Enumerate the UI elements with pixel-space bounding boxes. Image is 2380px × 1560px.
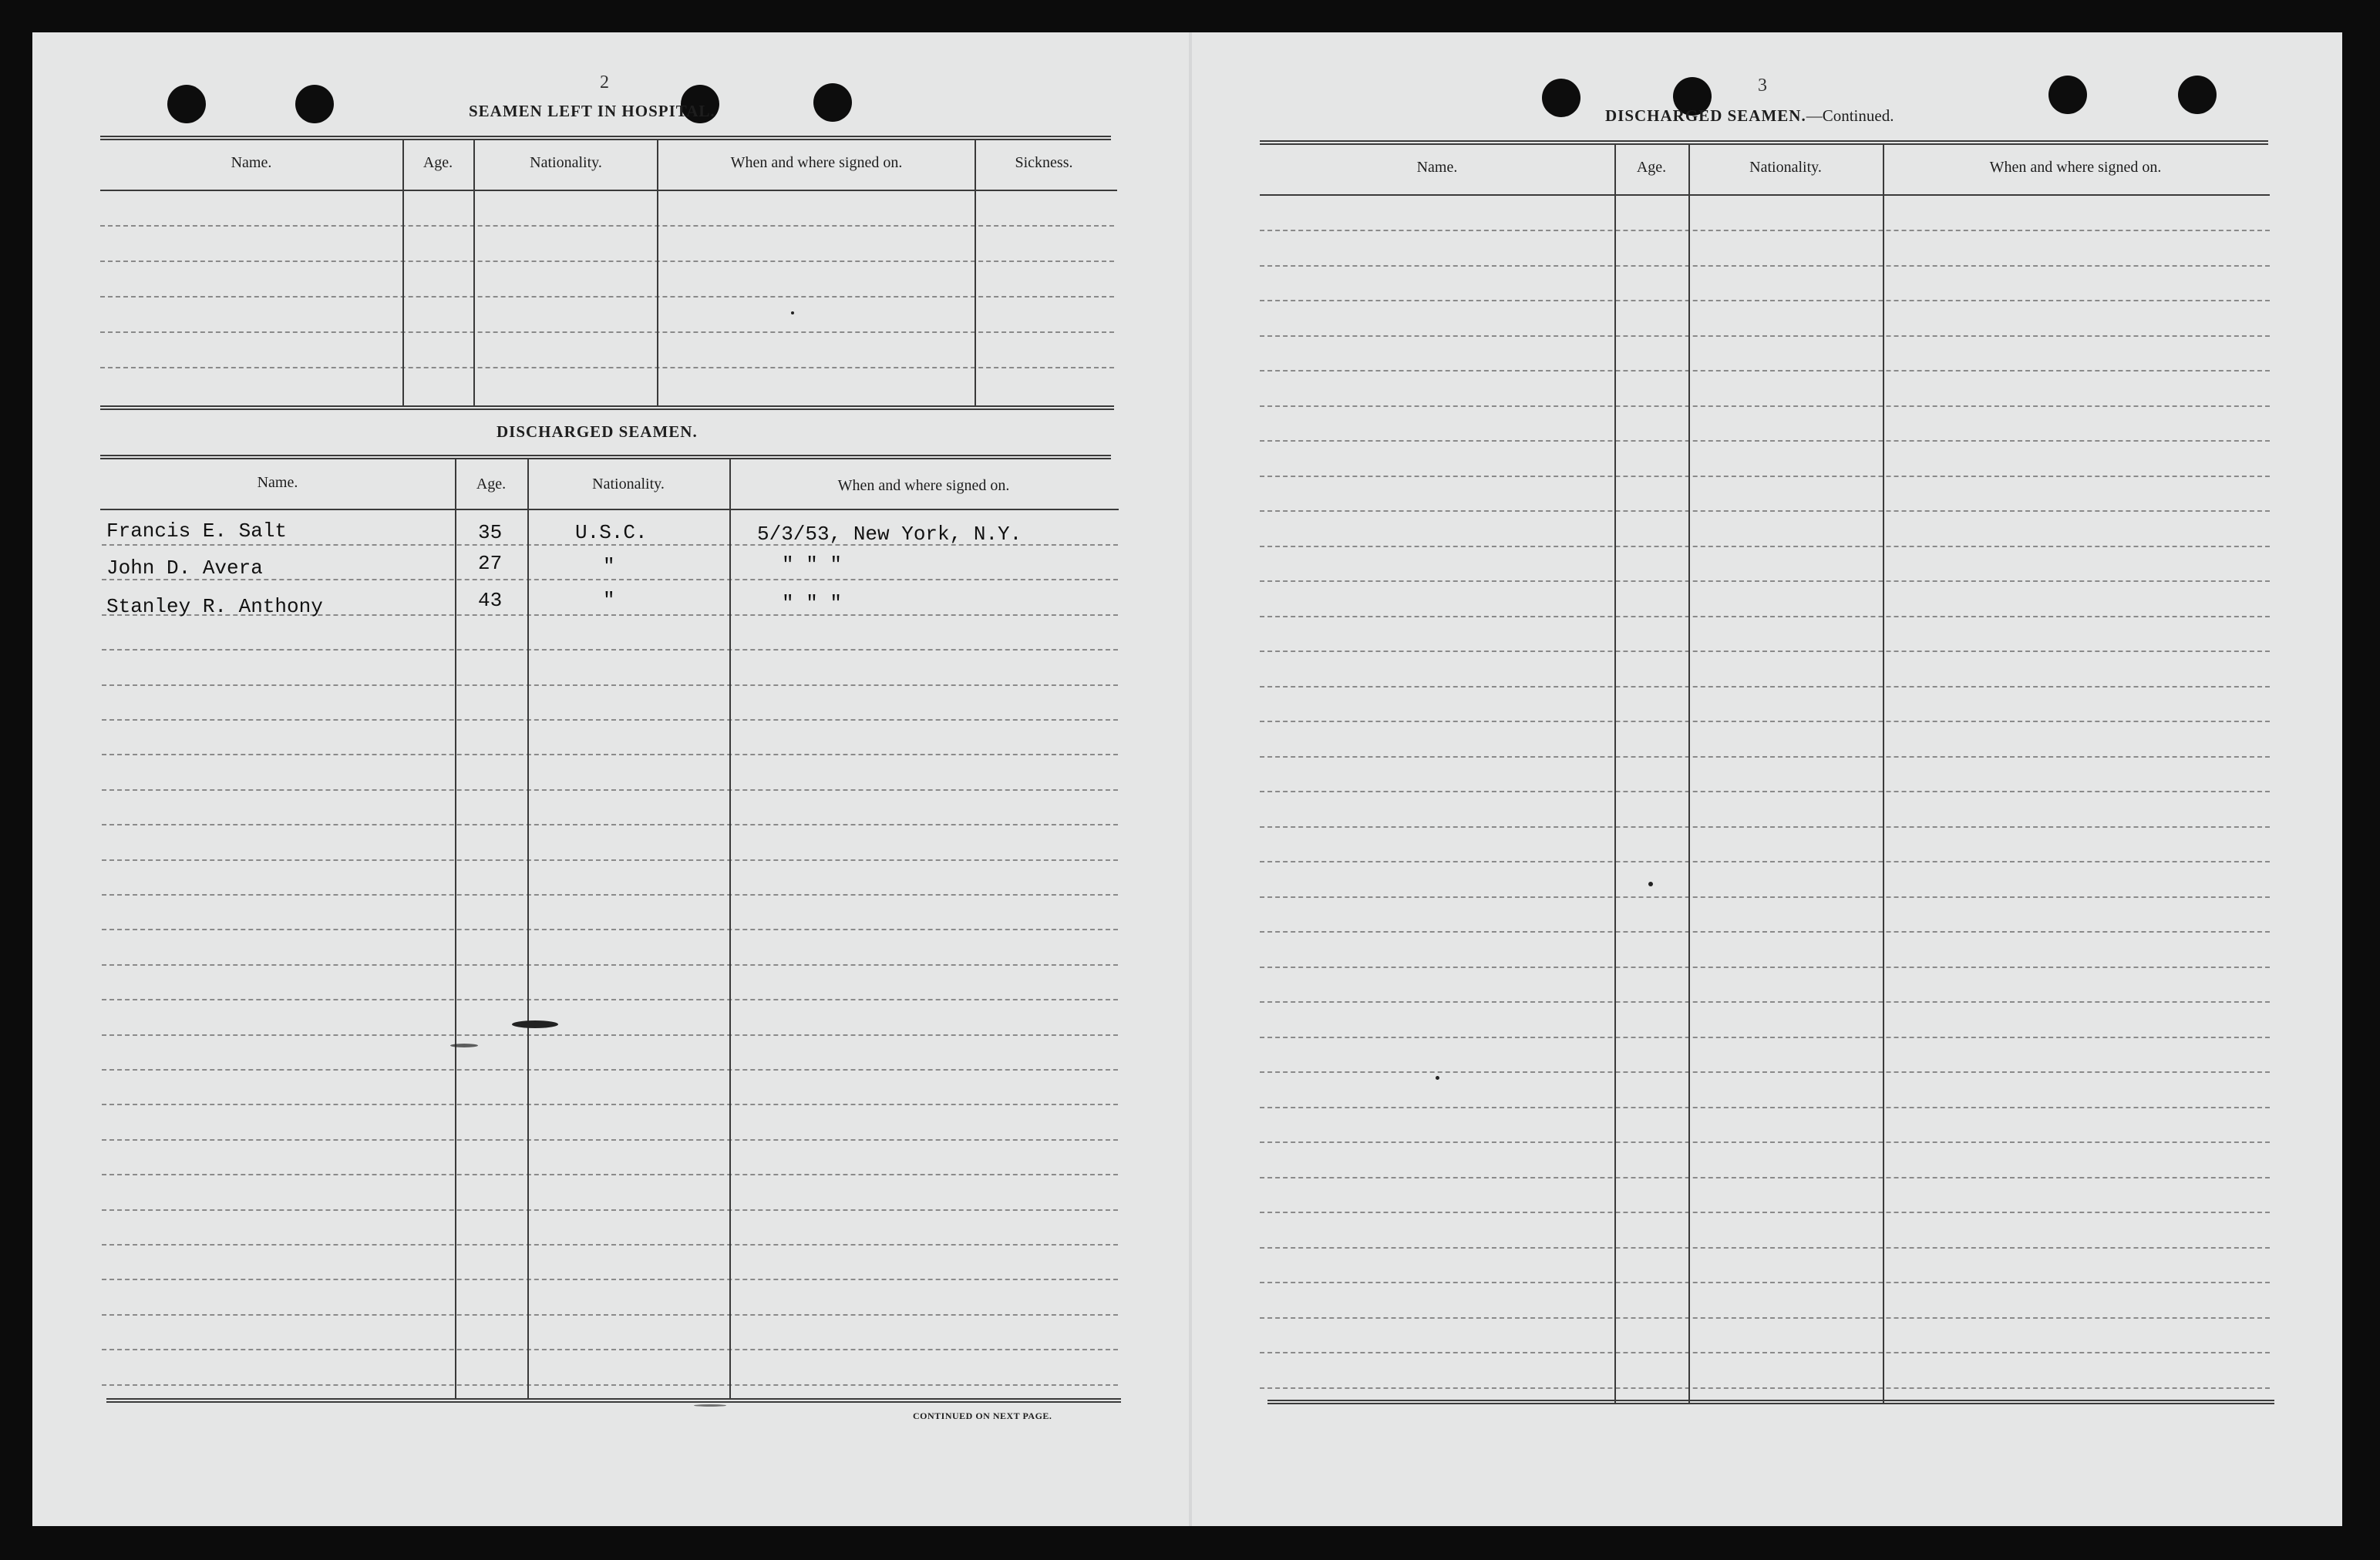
ruled-line — [1260, 1141, 2270, 1143]
ruled-line — [1260, 510, 2270, 512]
ruled-line — [1260, 1212, 2270, 1213]
ruled-line — [1260, 370, 2270, 372]
hospital-divider — [473, 140, 475, 405]
ruled-line — [1260, 440, 2270, 442]
ruled-line — [102, 929, 1118, 930]
ruled-line — [102, 684, 1118, 686]
right-col-nationality: Nationality. — [1749, 159, 1822, 176]
ruled-line — [102, 1209, 1118, 1211]
ruled-line — [1260, 1001, 2270, 1003]
right-col-signed-on: When and where signed on. — [1989, 159, 2162, 176]
right-header-rule — [1260, 194, 2270, 196]
ruled-line — [102, 894, 1118, 896]
discharged-continued-title — [1605, 106, 1894, 126]
discharged-top-rule — [100, 455, 1111, 459]
seaman-signed-on: " " " — [782, 592, 843, 615]
page-number-right: 3 — [1758, 76, 1767, 96]
discharged-header-rule — [100, 509, 1119, 510]
hospital-col-name: Name. — [231, 154, 272, 171]
punch-hole — [2178, 76, 2217, 114]
ruled-line — [1260, 1071, 2270, 1073]
hospital-title: SEAMEN LEFT IN HOSPITAL. — [469, 102, 715, 120]
right-col-age: Age. — [1636, 159, 1667, 176]
ruled-line — [1260, 686, 2270, 688]
seaman-name: Stanley R. Anthony — [106, 595, 323, 618]
page-number-left: 2 — [600, 72, 609, 92]
ruled-line — [1260, 1282, 2270, 1283]
ruled-line — [1260, 1387, 2270, 1389]
ruled-line — [102, 859, 1118, 861]
seaman-name: John D. Avera — [106, 556, 263, 580]
ruled-line — [102, 1104, 1118, 1105]
punch-hole — [295, 85, 334, 123]
ruled-line — [100, 296, 1114, 298]
ruled-line — [102, 1174, 1118, 1175]
discharged-divider — [455, 459, 456, 1398]
ruled-line — [102, 999, 1118, 1000]
ruled-line — [1260, 1177, 2270, 1178]
ruled-line — [102, 1139, 1118, 1141]
ruled-line — [1260, 931, 2270, 933]
seaman-nationality: " — [603, 555, 615, 578]
seaman-age: 43 — [478, 589, 503, 612]
seaman-name: Francis E. Salt — [106, 519, 288, 543]
ruled-line — [1260, 1037, 2270, 1038]
ruled-line — [102, 789, 1118, 791]
ink-speck — [1436, 1076, 1439, 1080]
ruled-line — [102, 1349, 1118, 1350]
continued-note: CONTINUED ON NEXT PAGE. — [913, 1410, 1052, 1421]
ruled-line — [1260, 1247, 2270, 1249]
ink-speck — [694, 1404, 726, 1407]
hospital-col-nationality: Nationality. — [530, 154, 602, 171]
ruled-line — [1260, 616, 2270, 617]
ruled-line — [102, 1384, 1118, 1386]
ruled-line — [102, 1279, 1118, 1280]
ruled-line — [1260, 1107, 2270, 1108]
ruled-line — [1260, 335, 2270, 337]
ruled-line — [1260, 721, 2270, 722]
ruled-line — [100, 261, 1114, 262]
ink-speck — [512, 1020, 558, 1028]
ruled-line — [102, 1034, 1118, 1036]
ruled-line — [1260, 476, 2270, 477]
hospital-col-sickness: Sickness. — [1015, 154, 1073, 171]
ruled-line — [102, 1069, 1118, 1071]
ink-speck — [450, 1044, 478, 1047]
document-sheet — [32, 32, 2342, 1526]
discharged-title: DISCHARGED SEAMEN. — [497, 422, 698, 441]
ruled-line — [100, 367, 1114, 368]
ruled-line — [102, 649, 1118, 651]
ink-speck — [791, 311, 794, 314]
seaman-age: 35 — [478, 521, 503, 544]
ruled-line — [100, 225, 1114, 227]
discharged-col-nationality: Nationality. — [592, 476, 665, 493]
discharged-divider — [729, 459, 731, 1398]
ruled-line — [1260, 1317, 2270, 1319]
seaman-signed-on: 5/3/53, New York, N.Y. — [757, 523, 1022, 546]
hospital-top-rule — [100, 136, 1111, 140]
discharged-continued-suffix: —Continued. — [1806, 106, 1894, 125]
ruled-line — [1260, 826, 2270, 828]
punch-hole — [813, 83, 852, 122]
right-top-rule — [1260, 140, 2268, 145]
ruled-line — [1260, 651, 2270, 652]
ruled-line — [1260, 230, 2270, 231]
hospital-divider — [402, 140, 404, 405]
right-col-name: Name. — [1416, 159, 1458, 176]
ruled-line — [1260, 1352, 2270, 1353]
ruled-line — [102, 1314, 1118, 1316]
ruled-line — [1260, 967, 2270, 968]
discharged-col-signed-on: When and where signed on. — [837, 477, 1010, 494]
hospital-bottom-rule — [100, 405, 1114, 410]
ruled-line — [1260, 405, 2270, 407]
ruled-line — [1260, 861, 2270, 862]
ink-speck — [1648, 882, 1653, 886]
seaman-nationality: U.S.C. — [575, 521, 648, 544]
ruled-line — [1260, 896, 2270, 898]
punch-hole — [1542, 79, 1580, 117]
ruled-line — [1260, 265, 2270, 267]
discharged-col-age: Age. — [476, 476, 507, 493]
discharged-col-name: Name. — [257, 474, 298, 491]
ruled-line — [102, 754, 1118, 755]
ruled-line — [100, 331, 1114, 333]
seaman-age: 27 — [478, 552, 503, 575]
punch-hole — [167, 85, 206, 123]
ruled-line — [1260, 300, 2270, 301]
ruled-line — [102, 824, 1118, 825]
ruled-line — [1260, 546, 2270, 547]
ruled-line — [1260, 791, 2270, 792]
ruled-line — [102, 964, 1118, 966]
right-bottom-rule — [1267, 1400, 2274, 1404]
ruled-line — [102, 719, 1118, 721]
ruled-line — [102, 1244, 1118, 1246]
ruled-line — [1260, 580, 2270, 582]
hospital-header-rule — [100, 190, 1117, 191]
page-fold — [1189, 32, 1192, 1526]
discharged-divider — [527, 459, 529, 1398]
seaman-nationality: " — [603, 589, 615, 612]
right-divider — [1688, 145, 1690, 1403]
hospital-col-signed-on: When and where signed on. — [730, 154, 903, 171]
hospital-divider — [657, 140, 658, 405]
discharged-bottom-rule — [106, 1398, 1121, 1403]
ruled-line — [1260, 756, 2270, 758]
right-divider — [1883, 145, 1884, 1403]
hospital-col-age: Age. — [422, 154, 453, 171]
discharged-continued-title-text: DISCHARGED SEAMEN. — [1605, 106, 1806, 125]
seaman-signed-on: " " " — [782, 553, 843, 577]
hospital-divider — [975, 140, 976, 405]
right-divider — [1614, 145, 1616, 1403]
punch-hole — [2048, 76, 2087, 114]
